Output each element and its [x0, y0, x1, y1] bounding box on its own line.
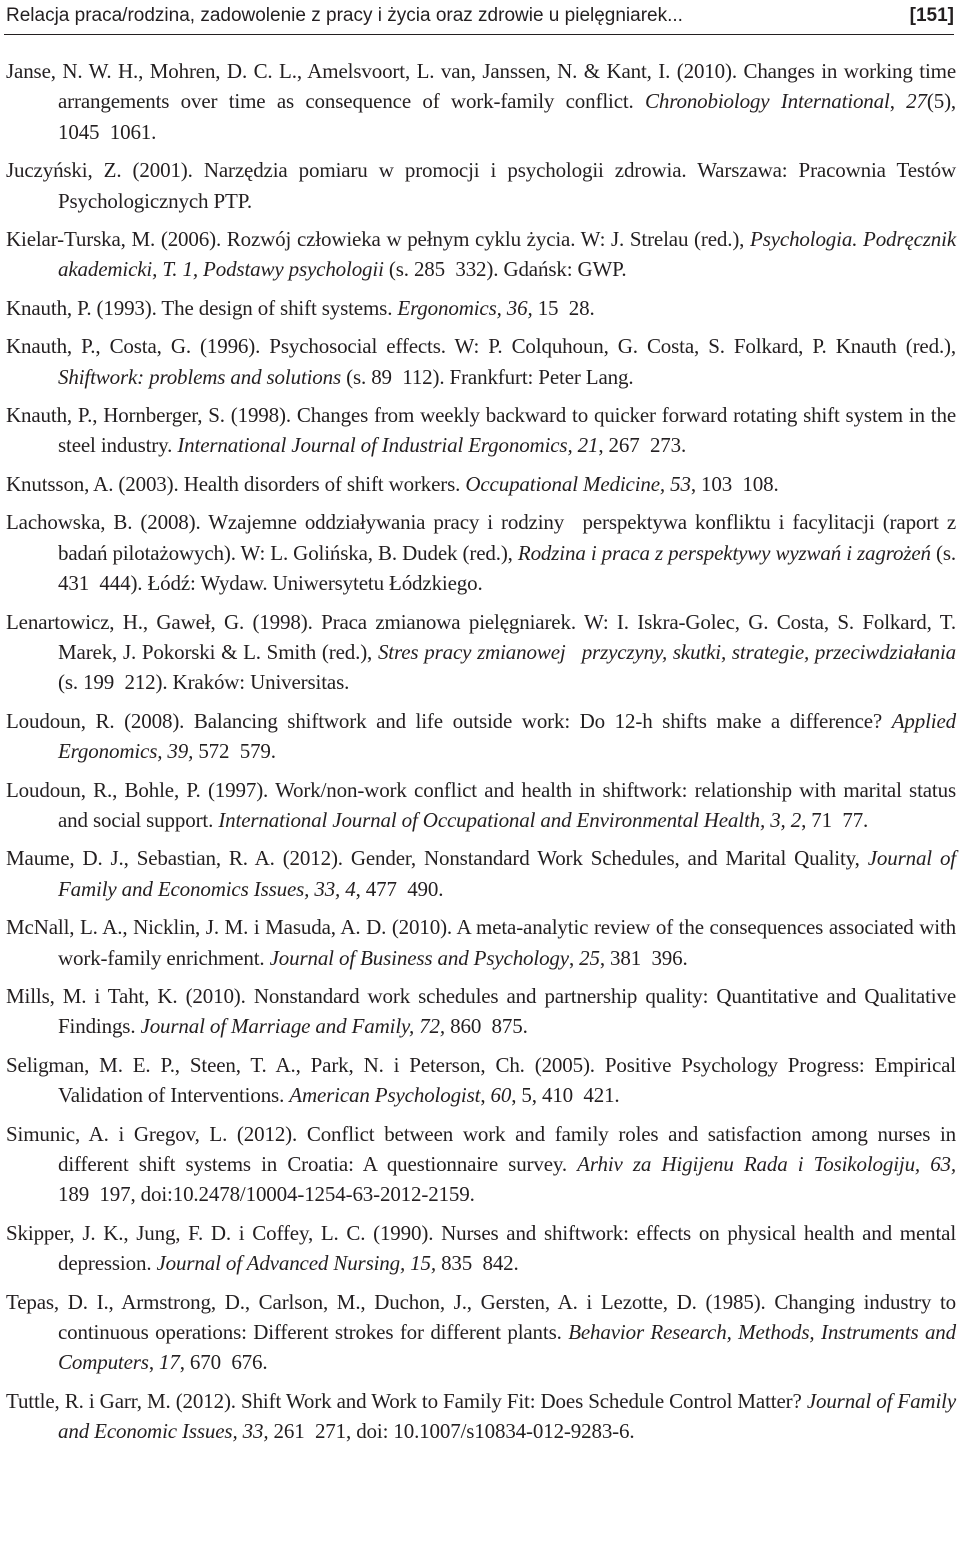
reference-entry — [6, 775, 956, 836]
reference-entry — [6, 1050, 956, 1111]
reference-text: , 5, 410 421. — [511, 1083, 620, 1108]
reference-entry — [6, 469, 956, 499]
reference-entry — [6, 56, 956, 147]
reference-text: , — [568, 945, 580, 970]
reference-text: (s. 285 332). Gdańsk: GWP. — [383, 257, 627, 282]
reference-text: 261 271, doi: 10.1007/s10834-012-9283-6. — [268, 1419, 635, 1444]
reference-text: (5), 1045 1061. — [58, 89, 957, 144]
reference-text: , — [148, 1350, 160, 1375]
reference-entry — [6, 607, 956, 698]
reference-italic-text: 17 — [159, 1350, 180, 1375]
reference-text: , 477 490. — [355, 876, 444, 901]
reference-entry — [6, 981, 956, 1042]
reference-italic-text: Occupational Medicine, 53 — [465, 471, 691, 496]
reference-text: , 381 396. — [599, 945, 688, 970]
reference-text: McNall, L. A., Nicklin, J. M. i Masuda, A. D. (2010). A meta-analytic review of the consequences associated with work-family enrichment. — [6, 915, 956, 970]
reference-entry — [6, 1287, 956, 1378]
reference-italic-text: Arhiv za Higijenu Rada i Tosikologiju, 63, — [577, 1152, 956, 1176]
reference-text: Tepas, D. I., Armstrong, D., Carlson, M., Duchon, J., Gersten, A. i Lezotte, D. (1985). Changing industry to continuous operations: Different strokes for different plants. — [6, 1289, 956, 1345]
reference-text: Janse, N. W. H., Mohren, D. C. L., Amelsvoort, L. van, Janssen, N. & Kant, I. (2010). Changes in working time arrangements over time as consequence of work-family conflict. — [6, 59, 956, 114]
running-header — [4, 2, 954, 35]
reference-italic-text: Applied Ergonomics, 39, — [58, 708, 956, 764]
reference-text: 15 28. — [532, 295, 595, 320]
reference-italic-text: Shiftwork: problems and solutions — [58, 364, 342, 389]
reference-text: Loudoun, R., Bohle, P. (1997). Work/non-work conflict and health in shiftwork: relationship with marital status and social support. — [6, 777, 956, 832]
reference-entry — [6, 843, 956, 904]
reference-italic-text: American Psychologist — [289, 1083, 481, 1108]
reference-entry — [6, 706, 956, 767]
reference-entry — [6, 1386, 956, 1447]
reference-italic-text: Rodzina i praca z perspektywy wyzwań i zagrożeń — [517, 540, 931, 565]
reference-text: Knauth, P., Costa, G. (1996). Psychosocial effects. W: P. Colquhoun, G. Costa, S. Folkard, P. Knauth (red.), — [6, 334, 956, 359]
reference-italic-text: 25 — [579, 945, 600, 970]
reference-text: Loudoun, R. (2008). Balancing shiftwork and life outside work: Do 12-h shifts make a difference? — [6, 708, 892, 733]
reference-italic-text: Journal of Business and Psychology — [269, 945, 569, 970]
reference-text: , 103 108. — [690, 471, 779, 496]
reference-entry — [6, 224, 956, 285]
reference-text: Lenartowicz, H., Gaweł, G. (1998). Praca zmianowa pielęgniarek. W: I. Iskra-Golec, G. Costa, S. Folkard, T. Marek, J. Pokorski & L. Smith (red.), — [6, 609, 956, 664]
reference-text: , — [889, 89, 907, 114]
reference-entry — [6, 507, 956, 598]
reference-italic-text: Journal of Marriage and Family, 72, — [140, 1014, 446, 1039]
reference-entry — [6, 912, 956, 973]
reference-text: Tuttle, R. i Garr, M. (2012). Shift Work and Work to Family Fit: Does Schedule Control Matter? — [6, 1388, 807, 1413]
reference-italic-text: Journal of Advanced Nursing, 15, — [156, 1251, 436, 1276]
reference-italic-text: Ergonomics, 36, — [397, 295, 533, 320]
reference-italic-text: Chronobiology International — [645, 89, 890, 114]
reference-text: Knutsson, A. (2003). Health disorders of shift workers. — [6, 471, 466, 496]
reference-italic-text: International Journal of Occupational and Environmental Health, 3, 2 — [218, 807, 802, 832]
reference-italic-text: Psychologia. Podręcznik akademicki, T. 1, Podstawy psychologii — [58, 227, 956, 282]
reference-entry — [6, 1119, 956, 1210]
reference-text: , 267 273. — [598, 433, 687, 458]
reference-entry — [6, 400, 956, 461]
reference-text: , 670 676. — [179, 1350, 268, 1375]
reference-entry — [6, 155, 956, 216]
reference-entry — [6, 293, 956, 323]
reference-text: Lachowska, B. (2008). Wzajemne oddziaływania pracy i rodziny perspektywa konfliktu i facylitacji (raport z badań pilotażowych). W: L. Golińska, B. Dudek (red.), — [6, 510, 956, 565]
reference-text: Simunic, A. i Gregov, L. (2012). Conflict between work and family roles and satisfaction among nurses in different shift systems in Croatia: A questionnaire survey. — [6, 1121, 956, 1176]
reference-text: 860 875. — [445, 1014, 528, 1039]
reference-italic-text: Journal of Family and Economics Issues, 33, 4 — [58, 846, 956, 901]
reference-italic-text: Behavior Research, Methods, Instruments and Computers — [58, 1320, 956, 1375]
reference-text: Skipper, J. K., Jung, F. D. i Coffey, L. C. (1990). Nurses and shiftwork: effects on physical health and mental depression. — [6, 1220, 956, 1276]
reference-text: Knauth, P. (1993). The design of shift systems. — [6, 295, 398, 320]
reference-italic-text: Stres pracy zmianowej przyczyny, skutki, strategie, przeciwdziałania — [377, 639, 956, 664]
reference-italic-text: 27 — [906, 89, 927, 114]
reference-text: Maume, D. J., Sebastian, R. A. (2012). Gender, Nonstandard Work Schedules, and Marital Quality, — [6, 846, 868, 871]
reference-italic-text: 60 — [490, 1083, 512, 1108]
reference-text: (s. 431 444). Łódź: Wydaw. Uniwersytetu Łódzkiego. — [58, 540, 956, 596]
running-title: Relacja praca/rodzina, zadowolenie z pracy i życia oraz zdrowie u pielęgniarek... — [6, 5, 683, 26]
reference-text: Mills, M. i Taht, K. (2010). Nonstandard work schedules and partnership quality: Quantitative and Qualitative Findings. — [6, 983, 956, 1039]
reference-text: , — [480, 1083, 491, 1108]
page-number: [151] — [909, 5, 954, 26]
reference-list — [6, 56, 956, 1447]
reference-text: Kielar-Turska, M. (2006). Rozwój człowieka w pełnym cyklu życia. W: J. Strelau (red.), — [6, 227, 751, 252]
reference-text: (s. 89 112). Frankfurt: Peter Lang. — [341, 364, 634, 389]
reference-text: Juczyński, Z. (2001). Narzędzia pomiaru w promocji i psychologii zdrowia. Warszawa: Pracownia Testów Psychologicznych PTP. — [6, 158, 956, 213]
reference-entry — [6, 331, 956, 392]
reference-text: Seligman, M. E. P., Steen, T. A., Park, N. i Peterson, Ch. (2005). Positive Psychology Progress: Empirical Validation of Interventions. — [6, 1052, 956, 1108]
reference-text: , 71 77. — [801, 807, 869, 832]
reference-text: 189 197, doi:10.2478/10004-1254-63-2012-2159. — [58, 1182, 475, 1207]
reference-entry — [6, 1218, 956, 1279]
reference-text: (s. 199 212). Kraków: Universitas. — [58, 670, 350, 695]
reference-text: 835 842. — [435, 1251, 519, 1276]
reference-italic-text: International Journal of Industrial Ergonomics, 21 — [177, 433, 599, 458]
reference-text: Knauth, P., Hornberger, S. (1998). Changes from weekly backward to quicker forward rotating shift system in the steel industry. — [6, 403, 956, 458]
reference-italic-text: Journal of Family and Economic Issues, 33, — [58, 1388, 956, 1444]
reference-text: 572 579. — [193, 739, 276, 764]
